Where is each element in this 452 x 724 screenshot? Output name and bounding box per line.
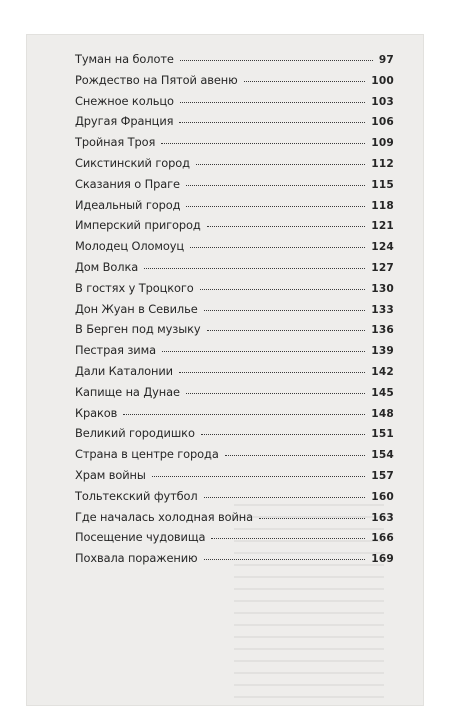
toc-entry-page-number: 157 bbox=[371, 469, 394, 482]
toc-entry-title: Краков bbox=[75, 405, 118, 420]
toc-entry-page-number: 130 bbox=[371, 282, 394, 295]
dot-leader bbox=[207, 226, 366, 227]
dot-leader bbox=[186, 393, 365, 394]
toc-entry bbox=[75, 198, 394, 219]
toc-entry-page-number: 115 bbox=[371, 178, 394, 191]
toc-entry-title: Посещение чудовища bbox=[75, 530, 206, 545]
dot-leader bbox=[123, 414, 365, 415]
toc-entry bbox=[75, 489, 394, 510]
toc-entry-title: Сказания о Праге bbox=[75, 176, 180, 191]
toc-entry-title: Похвала поражению bbox=[75, 551, 198, 566]
toc-entry bbox=[75, 510, 394, 531]
toc-entry-page-number: 133 bbox=[371, 303, 394, 316]
dot-leader bbox=[207, 330, 366, 331]
toc-entry bbox=[75, 530, 394, 551]
toc-entry-title: Где началась холодная война bbox=[75, 509, 253, 524]
toc-entry-page-number: 100 bbox=[371, 74, 394, 87]
toc-entry bbox=[75, 364, 394, 385]
dot-leader bbox=[161, 143, 365, 144]
toc-entry-title: Снежное кольцо bbox=[75, 93, 174, 108]
dot-leader bbox=[179, 372, 365, 373]
dot-leader bbox=[204, 497, 366, 498]
toc-entry-title: Идеальный город bbox=[75, 197, 181, 212]
dot-leader bbox=[200, 289, 366, 290]
toc-entry-page-number: 112 bbox=[371, 157, 394, 170]
dot-leader bbox=[225, 455, 366, 456]
toc-entry bbox=[75, 406, 394, 427]
dot-leader bbox=[259, 518, 365, 519]
toc-entry-page-number: 160 bbox=[371, 490, 394, 503]
toc-entry-page-number: 127 bbox=[371, 261, 394, 274]
toc-entry-page-number: 142 bbox=[371, 365, 394, 378]
toc-entry bbox=[75, 302, 394, 323]
toc-entry-page-number: 97 bbox=[378, 54, 394, 66]
toc-entry-title: Капище на Дунае bbox=[75, 384, 180, 399]
dot-leader bbox=[186, 206, 365, 207]
toc-entry-page-number: 109 bbox=[371, 137, 394, 150]
dot-leader bbox=[186, 185, 365, 186]
table-of-contents bbox=[75, 52, 394, 572]
toc-entry bbox=[75, 239, 394, 260]
toc-entry-title: Пестрая зима bbox=[75, 343, 156, 358]
toc-entry-page-number: 169 bbox=[371, 553, 394, 566]
toc-entry-page-number: 151 bbox=[371, 428, 394, 441]
toc-entry-page-number: 139 bbox=[371, 345, 394, 358]
toc-entry-title: Рождество на Пятой авеню bbox=[75, 72, 238, 87]
toc-entry-page-number: 118 bbox=[371, 199, 394, 212]
toc-entry-title: Дали Каталонии bbox=[75, 363, 173, 378]
toc-entry-title: Имперский пригород bbox=[75, 218, 201, 233]
toc-entry bbox=[75, 322, 394, 343]
toc-entry-title: Дом Волка bbox=[75, 259, 139, 274]
dot-leader bbox=[244, 81, 366, 82]
toc-entry bbox=[75, 156, 394, 177]
toc-entry bbox=[75, 551, 394, 572]
toc-entry bbox=[75, 260, 394, 281]
toc-entry bbox=[75, 426, 394, 447]
dot-leader bbox=[180, 60, 373, 61]
toc-entry bbox=[75, 343, 394, 364]
toc-entry-page-number: 124 bbox=[371, 241, 394, 254]
toc-entry bbox=[75, 114, 394, 135]
toc-entry-title: В гостях у Троцкого bbox=[75, 280, 194, 295]
toc-entry-title: Тройная Троя bbox=[75, 135, 156, 150]
toc-entry-page-number: 145 bbox=[371, 386, 394, 399]
toc-entry-page-number: 136 bbox=[371, 324, 394, 337]
toc-entry-page-number: 154 bbox=[371, 449, 394, 462]
toc-entry-title: Сикстинский город bbox=[75, 155, 190, 170]
toc-entry bbox=[75, 94, 394, 115]
dot-leader bbox=[144, 268, 365, 269]
toc-entry-page-number: 166 bbox=[371, 532, 394, 545]
toc-entry-title: Другая Франция bbox=[75, 114, 174, 129]
toc-entry bbox=[75, 447, 394, 468]
toc-entry-page-number: 103 bbox=[371, 95, 394, 108]
toc-entry-title: Дон Жуан в Севилье bbox=[75, 301, 198, 316]
toc-entry bbox=[75, 385, 394, 406]
dot-leader bbox=[204, 559, 366, 560]
dot-leader bbox=[180, 102, 365, 103]
toc-entry-page-number: 163 bbox=[371, 511, 394, 524]
toc-entry bbox=[75, 468, 394, 489]
toc-entry-title: Молодец Оломоуц bbox=[75, 239, 185, 254]
book-page bbox=[26, 34, 424, 706]
toc-entry-page-number: 121 bbox=[371, 220, 394, 233]
toc-entry bbox=[75, 73, 394, 94]
toc-entry-title: Страна в центре города bbox=[75, 447, 219, 462]
toc-entry bbox=[75, 177, 394, 198]
toc-entry-title: Туман на болоте bbox=[75, 52, 174, 66]
dot-leader bbox=[211, 538, 365, 539]
toc-entry-page-number: 106 bbox=[371, 116, 394, 129]
toc-entry bbox=[75, 135, 394, 156]
dot-leader bbox=[201, 434, 365, 435]
dot-leader bbox=[152, 476, 366, 477]
toc-entry-title: Великий городишко bbox=[75, 426, 195, 441]
toc-entry-page-number: 148 bbox=[371, 407, 394, 420]
toc-entry-title: В Берген под музыку bbox=[75, 322, 201, 337]
dot-leader bbox=[196, 164, 365, 165]
dot-leader bbox=[179, 122, 365, 123]
dot-leader bbox=[162, 351, 365, 352]
toc-entry bbox=[75, 281, 394, 302]
toc-entry bbox=[75, 218, 394, 239]
toc-entry-title: Тольтекский футбол bbox=[75, 488, 198, 503]
dot-leader bbox=[204, 310, 366, 311]
toc-entry bbox=[75, 52, 394, 73]
toc-entry-title: Храм войны bbox=[75, 467, 146, 482]
dot-leader bbox=[190, 247, 365, 248]
